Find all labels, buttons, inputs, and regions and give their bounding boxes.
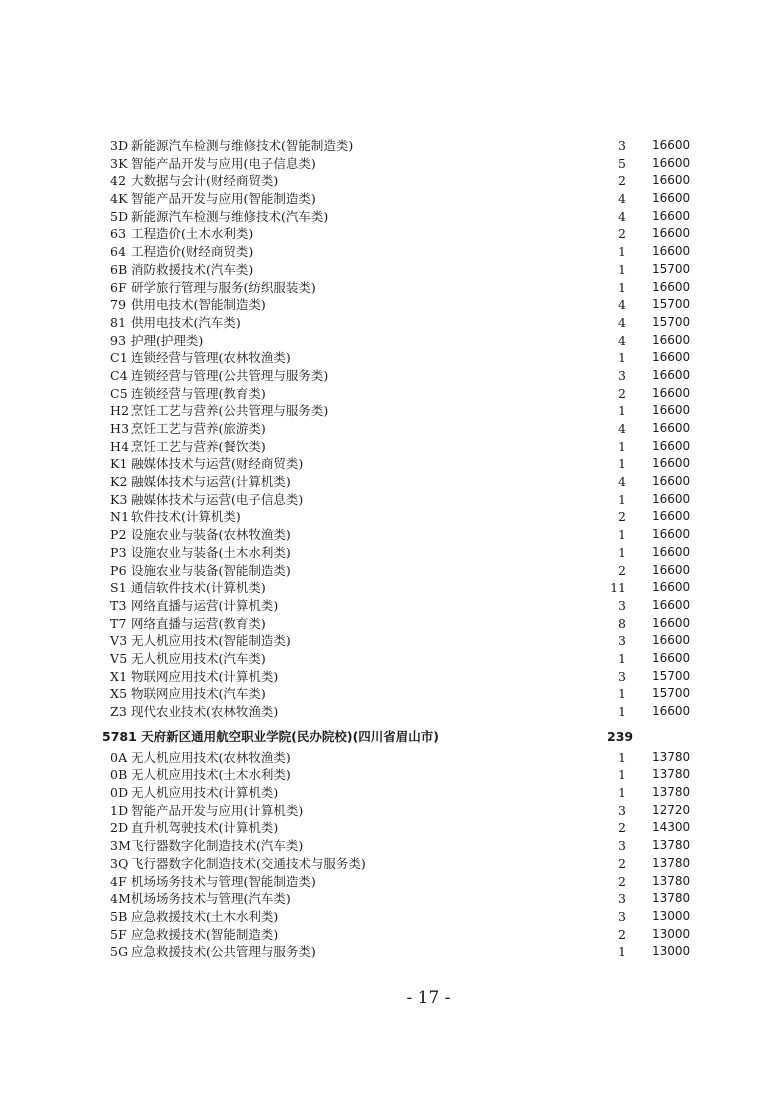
major-name: 无人机应用技术(智能制造类) [131, 633, 291, 649]
plan-count: 2 [618, 385, 626, 401]
major-name: 智能产品开发与应用(计算机类) [131, 802, 304, 818]
major-code: 0A [110, 749, 128, 765]
major-name: 无人机应用技术(农林牧渔类) [131, 749, 291, 765]
tuition-fee: 15700 [652, 314, 691, 329]
tuition-fee: 13000 [652, 944, 691, 959]
plan-count: 2 [618, 226, 626, 242]
major-name: 连锁经营与管理(农林牧渔类) [131, 350, 291, 366]
major-name: 无人机应用技术(汽车类) [131, 650, 266, 666]
major-row [0, 632, 777, 650]
major-row [0, 784, 777, 802]
plan-count: 3 [618, 138, 626, 153]
tuition-fee: 16600 [652, 173, 691, 188]
major-list-school [0, 749, 777, 961]
major-code: 6B [110, 261, 128, 277]
major-list-previous-school [0, 137, 777, 721]
major-name: 物联网应用技术(汽车类) [131, 686, 266, 702]
tuition-fee: 16600 [652, 279, 691, 294]
major-code: 6F [110, 279, 128, 295]
major-row [0, 650, 777, 668]
plan-count: 1 [618, 749, 626, 765]
major-name: 连锁经营与管理(公共管理与服务类) [131, 367, 329, 383]
tuition-fee: 13780 [652, 838, 691, 853]
tuition-fee: 15700 [652, 297, 691, 312]
major-code: 3D [110, 138, 129, 153]
major-name: 供用电技术(汽车类) [131, 314, 241, 330]
school-name: 5781 天府新区通用航空职业学院(民办院校)(四川省眉山市) [102, 728, 439, 744]
major-name: 无人机应用技术(计算机类) [131, 785, 279, 801]
major-name: 连锁经营与管理(教育类) [131, 385, 266, 401]
major-row [0, 332, 777, 350]
major-code: Z3 [110, 704, 128, 719]
plan-count: 3 [618, 838, 626, 854]
plan-count: 2 [618, 820, 626, 836]
major-name: 应急救援技术(公共管理与服务类) [131, 944, 316, 960]
plan-count: 1 [618, 456, 626, 472]
major-row [0, 491, 777, 509]
plan-count: 1 [618, 261, 626, 277]
tuition-fee: 15700 [652, 668, 691, 683]
major-name: 机场场务技术与管理(智能制造类) [131, 873, 316, 889]
major-code: 1D [110, 802, 129, 818]
major-row [0, 526, 777, 544]
tuition-fee: 13780 [652, 767, 691, 782]
tuition-fee: 16600 [652, 403, 691, 418]
major-row [0, 279, 777, 297]
major-row [0, 926, 777, 944]
major-code: 4K [110, 191, 128, 207]
major-row [0, 455, 777, 473]
plan-count: 2 [618, 509, 626, 525]
major-code: K1 [110, 456, 128, 472]
tuition-fee: 16600 [652, 562, 691, 577]
plan-count: 1 [618, 403, 626, 419]
tuition-fee: 16600 [652, 615, 691, 630]
major-name: 烹饪工艺与营养(旅游类) [131, 421, 266, 436]
plan-count: 2 [618, 855, 626, 871]
major-name: 供用电技术(智能制造类) [131, 297, 266, 313]
major-code: 0B [110, 767, 128, 783]
major-row [0, 243, 777, 261]
tuition-fee: 16600 [652, 633, 691, 648]
plan-count: 2 [618, 873, 626, 889]
plan-count: 1 [618, 650, 626, 666]
plan-count: 4 [618, 297, 626, 313]
plan-count: 4 [618, 208, 626, 224]
major-name: 智能产品开发与应用(智能制造类) [131, 191, 316, 207]
major-row [0, 438, 777, 456]
plan-count: 3 [618, 891, 626, 907]
major-code: 64 [110, 244, 127, 260]
major-row [0, 749, 777, 767]
plan-count: 4 [618, 314, 626, 330]
major-row [0, 819, 777, 837]
tuition-fee: 16600 [652, 456, 691, 471]
tuition-fee: 13780 [652, 891, 691, 906]
major-name: 护理(护理类) [131, 332, 204, 348]
major-code: P3 [110, 544, 127, 560]
tuition-fee: 13780 [652, 749, 691, 764]
major-name: 直升机驾驶技术(计算机类) [131, 820, 279, 836]
major-row [0, 402, 777, 420]
major-name: 烹饪工艺与营养(公共管理与服务类) [131, 403, 329, 419]
major-name: 工程造价(财经商贸类) [131, 244, 254, 260]
major-name: 研学旅行管理与服务(纺织服装类) [131, 279, 316, 295]
major-name: 大数据与会计(财经商贸类) [131, 173, 279, 189]
tuition-fee: 16600 [652, 155, 691, 170]
major-row [0, 544, 777, 562]
major-code: 79 [110, 297, 127, 313]
major-row [0, 314, 777, 332]
major-row [0, 855, 777, 873]
tuition-fee: 16600 [652, 244, 691, 259]
major-code: K3 [110, 491, 128, 507]
plan-count: 2 [618, 173, 626, 189]
plan-count: 1 [618, 244, 626, 260]
tuition-fee: 16600 [652, 491, 691, 506]
major-code: X1 [110, 668, 128, 684]
plan-count: 1 [618, 438, 626, 454]
major-code: 5D [110, 208, 129, 224]
major-name: 新能源汽车检测与维修技术(汽车类) [131, 208, 329, 224]
major-name: 设施农业与装备(农林牧渔类) [131, 527, 291, 543]
major-name: 设施农业与装备(智能制造类) [131, 562, 291, 578]
plan-count: 3 [618, 908, 626, 924]
plan-count: 1 [618, 527, 626, 543]
major-name: 消防救援技术(汽车类) [131, 261, 254, 277]
tuition-fee: 16600 [652, 650, 691, 665]
major-name: 无人机应用技术(土木水利类) [131, 767, 291, 783]
major-row [0, 508, 777, 526]
tuition-fee: 16600 [652, 597, 691, 612]
school-header-row [0, 725, 777, 749]
tuition-fee: 13780 [652, 785, 691, 800]
major-code: T7 [110, 615, 127, 631]
major-code: X5 [110, 686, 128, 702]
plan-count: 4 [618, 421, 626, 436]
major-code: K2 [110, 474, 128, 490]
major-name: 应急救援技术(智能制造类) [131, 926, 279, 942]
plan-count: 1 [618, 785, 626, 801]
major-name: 设施农业与装备(土木水利类) [131, 544, 291, 560]
major-code: 3Q [110, 855, 129, 871]
major-row [0, 473, 777, 491]
tuition-fee: 16600 [652, 527, 691, 542]
major-row [0, 349, 777, 367]
major-row [0, 908, 777, 926]
major-code: 4M [110, 891, 132, 907]
major-row [0, 837, 777, 855]
major-name: 软件技术(计算机类) [131, 509, 241, 525]
tuition-fee: 16600 [652, 580, 691, 595]
major-row [0, 685, 777, 703]
tuition-fee: 16600 [652, 385, 691, 400]
major-code: C4 [110, 367, 128, 383]
major-row [0, 873, 777, 891]
major-code: 5G [110, 944, 129, 960]
major-row [0, 367, 777, 385]
major-code: 5F [110, 926, 128, 942]
major-row [0, 615, 777, 633]
plan-count: 3 [618, 367, 626, 383]
plan-count: 1 [618, 491, 626, 507]
tuition-fee: 16600 [652, 138, 691, 152]
major-code: 5B [110, 908, 128, 924]
major-code: S1 [110, 580, 127, 596]
major-name: 融媒体技术与运营(计算机类) [131, 474, 291, 490]
plan-count: 1 [618, 350, 626, 366]
enrollment-table [0, 137, 777, 961]
major-code: 93 [110, 332, 127, 348]
major-row [0, 420, 777, 438]
tuition-fee: 16600 [652, 704, 691, 718]
major-code: H2 [110, 403, 130, 419]
major-code: V5 [110, 650, 128, 666]
tuition-fee: 13780 [652, 855, 691, 870]
plan-count: 1 [618, 704, 626, 719]
tuition-fee: 16600 [652, 367, 691, 382]
major-code: 63 [110, 226, 127, 242]
tuition-fee: 16600 [652, 332, 691, 347]
plan-count: 3 [618, 802, 626, 818]
major-code: T3 [110, 597, 127, 613]
major-code: P6 [110, 562, 127, 578]
tuition-fee: 13000 [652, 926, 691, 941]
major-name: 新能源汽车检测与维修技术(智能制造类) [131, 138, 354, 153]
major-row [0, 296, 777, 314]
plan-count: 1 [618, 767, 626, 783]
major-code: V3 [110, 633, 128, 649]
tuition-fee: 13780 [652, 873, 691, 888]
plan-count: 4 [618, 474, 626, 490]
major-code: 42 [110, 173, 127, 189]
major-name: 物联网应用技术(计算机类) [131, 668, 279, 684]
major-name: 网络直播与运营(教育类) [131, 615, 266, 631]
major-row [0, 579, 777, 597]
plan-count: 1 [618, 544, 626, 560]
tuition-fee: 14300 [652, 820, 691, 835]
major-row [0, 172, 777, 190]
plan-count: 1 [618, 279, 626, 295]
major-name: 现代农业技术(农林牧渔类) [131, 704, 279, 719]
plan-count: 3 [618, 668, 626, 684]
plan-count: 3 [618, 597, 626, 613]
tuition-fee: 13000 [652, 908, 691, 923]
major-code: C5 [110, 385, 128, 401]
major-code: 81 [110, 314, 127, 330]
plan-count: 1 [618, 686, 626, 702]
major-name: 智能产品开发与应用(电子信息类) [131, 155, 316, 171]
major-row [0, 802, 777, 820]
major-code: 4F [110, 873, 128, 889]
tuition-fee: 16600 [652, 474, 691, 489]
plan-count: 1 [618, 944, 626, 960]
major-code: 2D [110, 820, 129, 836]
major-row [0, 208, 777, 226]
major-row [0, 261, 777, 279]
major-row [0, 225, 777, 243]
major-name: 通信软件技术(计算机类) [131, 580, 266, 596]
major-name: 飞行器数字化制造技术(汽车类) [131, 838, 304, 854]
major-name: 烹饪工艺与营养(餐饮类) [131, 438, 266, 454]
major-row [0, 562, 777, 580]
tuition-fee: 15700 [652, 686, 691, 701]
tuition-fee: 16600 [652, 509, 691, 524]
major-name: 网络直播与运营(计算机类) [131, 597, 279, 613]
tuition-fee: 16600 [652, 191, 691, 206]
tuition-fee: 16600 [652, 208, 691, 223]
major-row [0, 943, 777, 961]
school-total-count: 239 [607, 728, 634, 744]
major-code: P2 [110, 527, 127, 543]
major-name: 融媒体技术与运营(财经商贸类) [131, 456, 304, 472]
major-name: 工程造价(土木水利类) [131, 226, 254, 242]
tuition-fee: 16600 [652, 350, 691, 365]
major-name: 飞行器数字化制造技术(交通技术与服务类) [131, 855, 366, 871]
plan-count: 2 [618, 926, 626, 942]
major-row [0, 597, 777, 615]
tuition-fee: 12720 [652, 802, 691, 817]
major-row [0, 385, 777, 403]
major-row [0, 890, 777, 908]
major-row [0, 137, 777, 155]
major-row [0, 766, 777, 784]
tuition-fee: 16600 [652, 421, 691, 435]
major-code: 0D [110, 785, 129, 801]
major-code: H3 [110, 421, 130, 436]
major-code: 3M [110, 838, 132, 854]
major-name: 应急救援技术(土木水利类) [131, 908, 279, 924]
plan-count: 3 [618, 633, 626, 649]
plan-count: 2 [618, 562, 626, 578]
major-code: H4 [110, 438, 130, 454]
tuition-fee: 16600 [652, 438, 691, 453]
plan-count: 11 [610, 580, 626, 596]
major-row [0, 155, 777, 173]
plan-count: 4 [618, 332, 626, 348]
major-code: N1 [110, 509, 130, 525]
plan-count: 5 [618, 155, 626, 171]
major-name: 机场场务技术与管理(汽车类) [131, 891, 291, 907]
tuition-fee: 16600 [652, 226, 691, 241]
major-name: 融媒体技术与运营(电子信息类) [131, 491, 304, 507]
tuition-fee: 16600 [652, 544, 691, 559]
plan-count: 4 [618, 191, 626, 207]
major-code: 3K [110, 155, 128, 171]
page-number: - 17 - [406, 988, 451, 1008]
major-row [0, 703, 777, 721]
major-code: C1 [110, 350, 128, 366]
major-row [0, 668, 777, 686]
tuition-fee: 15700 [652, 261, 691, 276]
plan-count: 8 [618, 615, 626, 631]
major-row [0, 190, 777, 208]
